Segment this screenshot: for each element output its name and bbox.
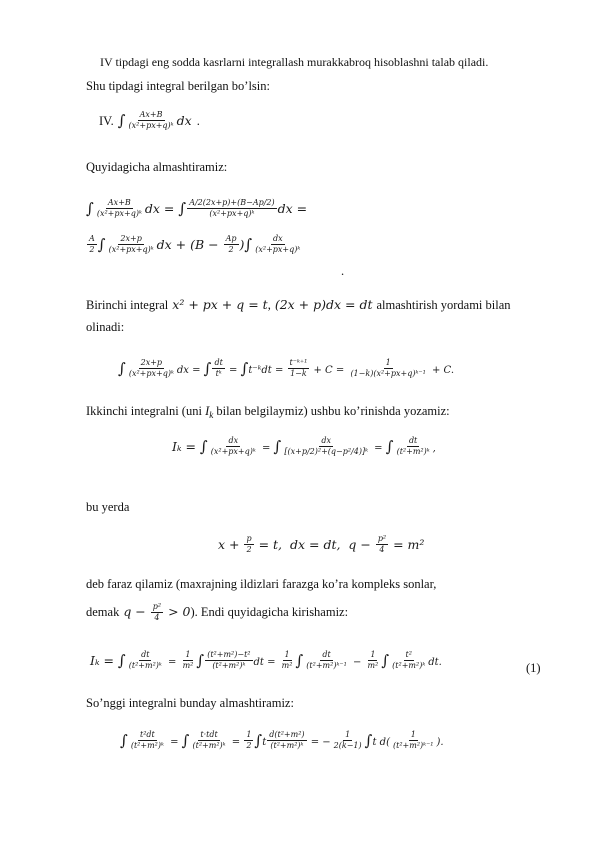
where-equation: x + $\frac{p}{2}$ = t, dx = dt, q − $\frac{\text{p²}}{4}$ = m²: [218, 534, 425, 554]
case-iv-line: [99, 110, 200, 130]
second-integral-text-after: bilan belgilaymiz) ushbu ko’rinishda yozamiz:: [213, 404, 450, 418]
first-integral-line2: olinadi:: [86, 320, 125, 334]
second-integral-sentence: [86, 404, 450, 420]
transform-intro: Quyidagicha almashtiramiz:: [86, 160, 228, 174]
transform-equation-line2: $\frac{A}{2}$ ∫ $\frac{2x+p}{\text{(x²+px+q)ᵏ}}$ dx + (B − $\frac{Ap}{2}$ )∫ $\frac{dx}{\text{(x²+px+q)ᵏ}}$: [89, 234, 301, 254]
substitution-1: x² + px + q = t: [172, 297, 268, 312]
integral-symbol-i: I: [205, 404, 210, 418]
transform-end: .: [341, 264, 345, 278]
substitution-2: (2x + p)dx = dt: [274, 297, 373, 312]
assumption-demak: demak: [86, 605, 120, 619]
first-integral-text: Birinchi integral: [86, 298, 169, 312]
intro-text: Shu tipdagi integral berilgan bo’lsin:: [86, 79, 270, 93]
assumption-line2: [86, 603, 348, 622]
case-formula: ∫ $\frac{Ax+B}{\text{(x²+px+q)ᵏ}}$ dx: [117, 110, 192, 130]
where-text: bu yerda: [86, 500, 130, 514]
transform-equation-line1: ∫ $\frac{Ax+B}{\text{(x²+px+q)ᵏ}}$ dx = ∫ $\frac{A/2(2x+p)+(B-Ap/2)}{\text{(x²+px+q)ᵏ}}$ dx =: [86, 198, 308, 218]
second-integral-equation: Iₖ = ∫ $\frac{dx}{\text{(x²+px+q)ᵏ}}$ = ∫ $\frac{dx}{\text{[(x+p/2)²+(q−p²/4)]ᵏ}}$ = ∫ $\frac{dt}{\text{(t²+m²)ᵏ}}$ ,: [172, 436, 436, 456]
assumption-text-after: ). Endi quyidagicha kirishamiz:: [190, 605, 349, 619]
assumption-line1: deb faraz qilamiz (maxrajning ildizlari farazga ko’ra kompleks sonlar,: [86, 577, 437, 591]
case-label: IV.: [99, 114, 114, 128]
first-integral-text-after: almashtirish yordami bilan: [376, 298, 511, 312]
first-integral-equation: ∫ $\frac{2x+p}{\text{(x²+px+q)ᵏ}}$ dx = ∫ $\frac{dt}{\text{tᵏ}}$ = ∫t⁻ᵏdt = $\frac{\text{t⁻ᵏ⁺¹}}{1-k}$ + C = $\frac{1}{\text{(1−k)(x²+px+q)ᵏ⁻¹}}$ + C.: [118, 358, 455, 378]
equation-1-number: (1): [526, 661, 541, 675]
equation-1: Iₖ = ∫ $\frac{dt}{\text{(t²+m²)ᵏ}}$ = $\frac{1}{\text{m²}}$ ∫ $\frac{\text{(t²+m²)−t²}}{\text{(t²+m²)ᵏ}}$ dt = $\frac{1}{\text{m²}}$ ∫ $\frac{dt}{\text{(t²+m²)ᵏ⁻¹}}$ − $\frac{1}{\text{m²}}$ ∫ $\frac{\text{t²}}{\text{(t²+m²)ᵏ}}$ dt.: [90, 650, 442, 670]
integral-symbol-sub: k: [209, 410, 214, 420]
first-integral-sentence: [86, 296, 511, 314]
second-integral-text-before: Ikkinchi integralni (uni: [86, 404, 206, 418]
case-end: .: [196, 114, 200, 128]
assumption-condition: q − $\frac{\text{p²}}{4}$ > 0: [123, 602, 191, 622]
last-equation: ∫ $\frac{\text{t²dt}}{\text{(t²+m²)ᵏ}}$ = ∫ $\frac{\text{t·tdt}}{\text{(t²+m²)ᵏ}}$ = $\frac{1}{2}$ ∫t $\frac{\text{d(t²+m²)}}{\text{(t²+m²)ᵏ}}$ = − $\frac{1}{2(k-1)}$ ∫t d( $\frac{1}{\text{(t²+m²)ᵏ⁻¹}}$ ).: [120, 730, 444, 750]
substitution-comma: ,: [267, 298, 271, 312]
last-intro: So’nggi integralni bunday almashtiramiz:: [86, 696, 294, 710]
section-heading: IV tipdagi eng sodda kasrlarni integrallash murakkabroq hisoblashni talab qiladi.: [100, 55, 489, 69]
